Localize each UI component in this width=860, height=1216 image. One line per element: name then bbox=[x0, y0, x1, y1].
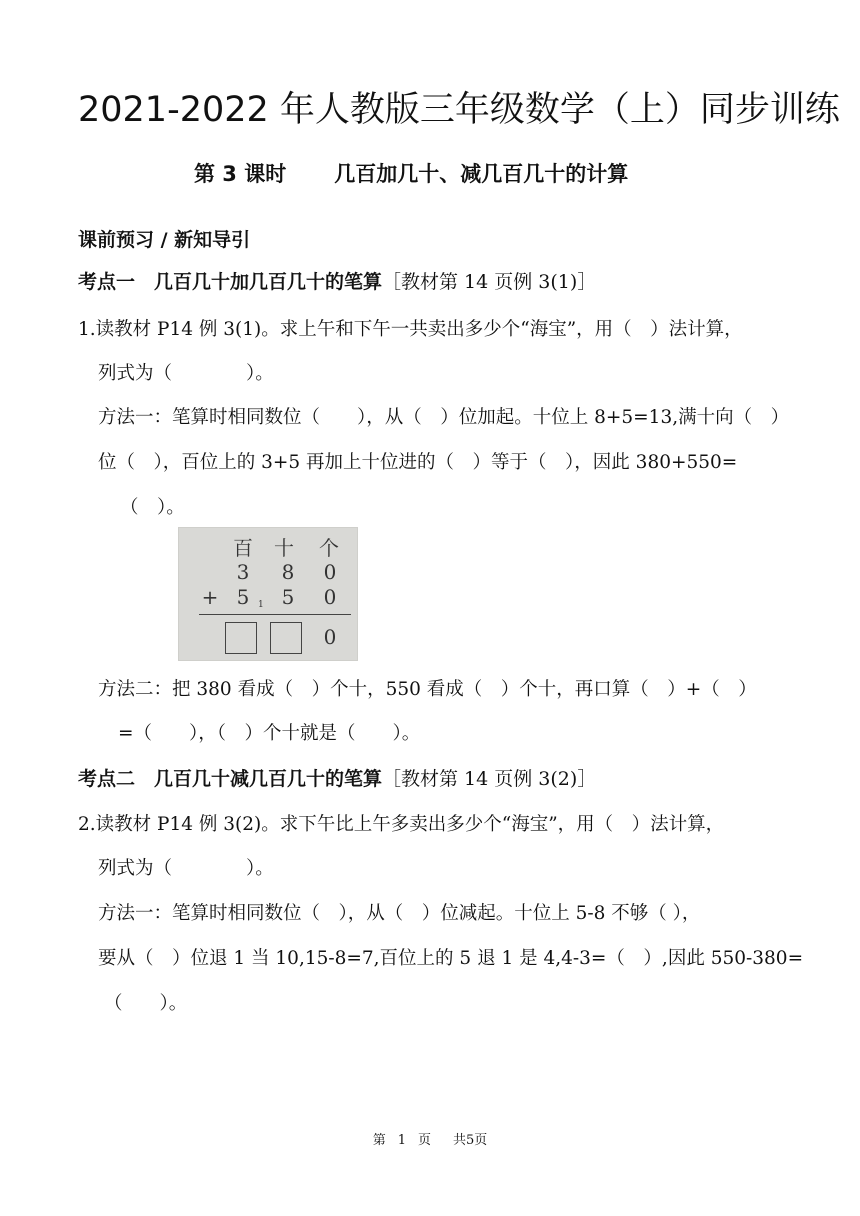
q2-line-4: 要从（ ）位退 1 当 10,15-8=7,百位上的 5 退 1 是 4,4-3=（ ）,因此 550-380= bbox=[98, 948, 804, 969]
q1-line-3: 方法一：笔算时相同数位（ ），从（ ）位加起。十位上 8+5=13,满十向（ ） bbox=[98, 407, 790, 428]
row2-ones: 0 bbox=[323, 585, 337, 609]
header-ones: 个 bbox=[319, 536, 339, 560]
key-point-1 bbox=[78, 267, 596, 294]
q1-line-5: （ ）。 bbox=[120, 497, 185, 518]
q1-line-6: 方法二：把 380 看成（ ）个十，550 看成（ ）个十，再口算（ ）+（ ） bbox=[98, 679, 757, 700]
footer-page-suffix: 页 bbox=[418, 1133, 432, 1148]
header-hundreds: 百 bbox=[233, 536, 253, 560]
document-title: 2021-2022 年人教版三年级数学（上）同步训练 bbox=[78, 90, 840, 130]
q1-line-2: 列式为（ ）。 bbox=[98, 363, 274, 384]
footer-page-number: 1 bbox=[397, 1133, 406, 1148]
footer-total-pages: 共5页 bbox=[453, 1133, 488, 1148]
result-ones: 0 bbox=[323, 625, 337, 649]
key-point-2-ref: ［教材第 14 页例 3(2)］ bbox=[382, 768, 597, 790]
lesson-topic: 几百加几十、减几百几十的计算 bbox=[334, 162, 629, 186]
key-point-2-label: 考点二 几百几十减几百几十的笔算 bbox=[78, 768, 383, 790]
q2-line-1: 2.读教材 P14 例 3(2)。求下午比上午多卖出多少个“海宝”，用（ ）法计算， bbox=[78, 814, 725, 835]
answer-box-tens bbox=[270, 622, 302, 654]
q1-line-4: 位（ ），百位上的 3+5 再加上十位进的（ ）等于（ ），因此 380+550= bbox=[98, 452, 738, 473]
key-point-1-ref: ［教材第 14 页例 3(1)］ bbox=[382, 271, 597, 293]
footer-page-prefix: 第 bbox=[372, 1133, 386, 1148]
row1-hundreds: 3 bbox=[236, 560, 250, 584]
row2-hundreds: 5 bbox=[236, 585, 250, 609]
key-point-2 bbox=[78, 764, 596, 791]
header-tens: 十 bbox=[274, 536, 294, 560]
key-point-1-label: 考点一 几百几十加几百几十的笔算 bbox=[78, 271, 383, 293]
sum-line bbox=[199, 614, 351, 615]
lesson-subtitle bbox=[194, 158, 628, 188]
q1-line-7: =（ ），（ ）个十就是（ ）。 bbox=[118, 723, 421, 744]
row1-ones: 0 bbox=[323, 560, 337, 584]
q2-line-3: 方法一：笔算时相同数位（ ），从（ ）位减起。十位上 5-8 不够（ ）， bbox=[98, 903, 701, 924]
section-heading: 课前预习 / 新知导引 bbox=[78, 229, 251, 251]
row2-tens: 5 bbox=[281, 585, 295, 609]
page-footer bbox=[0, 1129, 860, 1148]
q1-line-1: 1.读教材 P14 例 3(1)。求上午和下午一共卖出多少个“海宝”，用（ ）法计算， bbox=[78, 319, 743, 340]
carry-mark: 1 bbox=[258, 600, 264, 610]
plus-sign: + bbox=[201, 585, 219, 609]
vertical-addition-image bbox=[178, 527, 358, 661]
q2-line-2: 列式为（ ）。 bbox=[98, 858, 274, 879]
q2-line-5: （ ）。 bbox=[104, 993, 188, 1014]
row1-tens: 8 bbox=[281, 560, 295, 584]
answer-box-hundreds bbox=[225, 622, 257, 654]
lesson-number: 第 3 课时 bbox=[194, 162, 287, 186]
